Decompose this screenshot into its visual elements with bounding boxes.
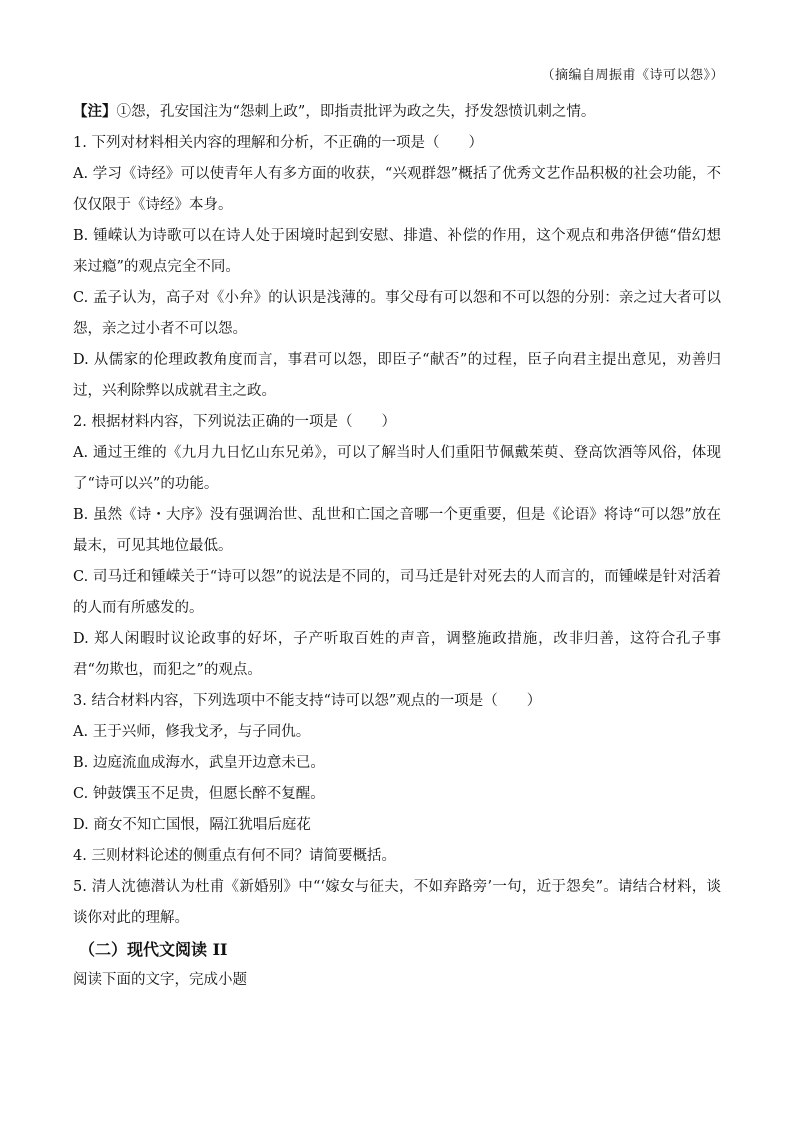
question-1-option-d: D. 从儒家的伦理政教角度而言，事君可以怨，即臣子“献否”的过程，臣子向君主提出意见，劝善归过，兴利除弊以成就君主之政。 — [73, 352, 721, 399]
question-1-option-b: B. 锺嵘认为诗歌可以在诗人处于困境时起到安慰、排遣、补偿的作用，这个观点和弗洛伊德“借幻想来过瘾”的观点完全不同。 — [73, 228, 721, 275]
question-5-stem: 5. 清人沈德潜认为杜甫《新婚别》中“‘嫁女与征夫，不如弃路旁’一句，近于怨矣”。请结合材料，谈谈你对此的理解。 — [73, 879, 721, 926]
source-citation: （摘编自周振甫《诗可以怨》） — [541, 68, 724, 83]
question-3-option-c: C. 钟鼓馔玉不足贵，但愿长醉不复醒。 — [73, 786, 325, 802]
question-1-option-c: C. 孟子认为，高子对《小弁》的认识是浅薄的。事父母有可以怨和不可以怨的分别：亲之过大者可以怨，亲之过小者不可以怨。 — [73, 290, 721, 337]
question-1-stem: 1. 下列对材料相关内容的理解和分析，不正确的一项是（ ） — [73, 135, 483, 151]
question-4-stem: 4. 三则材料论述的侧重点有何不同？请简要概括。 — [73, 848, 396, 864]
question-3-option-d: D. 商女不知亡国恨，隔江犹唱后庭花 — [73, 817, 311, 833]
question-2-stem: 2. 根据材料内容，下列说法正确的一项是（ ） — [73, 414, 396, 430]
question-2-option-b: B. 虽然《诗・大序》没有强调治世、乱世和亡国之音哪一个更重要，但是《论语》将诗“可以怨”放在最末，可见其地位最低。 — [73, 507, 721, 554]
annotation-note — [73, 96, 721, 128]
note-text: ①怨，孔安国注为“怨刺上政”，即指责批评为政之失，抒发怨愤讥刺之情。 — [116, 104, 596, 120]
question-3-option-b: B. 边庭流血成海水，武皇开边意未已。 — [73, 755, 325, 771]
reading-instruction: 阅读下面的文字，完成小题 — [73, 972, 247, 988]
question-2-option-d: D. 郑人闲暇时议论政事的好坏，子产听取百姓的声音，调整施政措施，改非归善，这符合孔子事君“勿欺也，而犯之”的观点。 — [73, 631, 721, 678]
question-1-option-a: A. 学习《诗经》可以使青年人有多方面的收获，“兴观群怨”概括了优秀文艺作品积极的社会功能，不仅仅限于《诗经》本身。 — [73, 166, 721, 213]
document-body — [73, 96, 721, 996]
question-2-option-a: A. 通过王维的《九月九日忆山东兄弟》，可以了解当时人们重阳节佩戴茱萸、登高饮酒等风俗，体现了“诗可以兴”的功能。 — [73, 445, 721, 492]
question-2-option-c: C. 司马迁和锺嵘关于“诗可以怨”的说法是不同的，司马迁是针对死去的人而言的，而锺嵘是针对活着的人而有所感发的。 — [73, 569, 721, 616]
question-3-stem: 3. 结合材料内容，下列选项中不能支持“诗可以怨”观点的一项是（ ） — [73, 693, 542, 709]
note-label: 【注】 — [73, 103, 117, 120]
section-title: （二）现代文阅读 II — [79, 940, 228, 959]
question-3-option-a: A. 王于兴师，修我戈矛，与子同仇。 — [73, 724, 311, 740]
